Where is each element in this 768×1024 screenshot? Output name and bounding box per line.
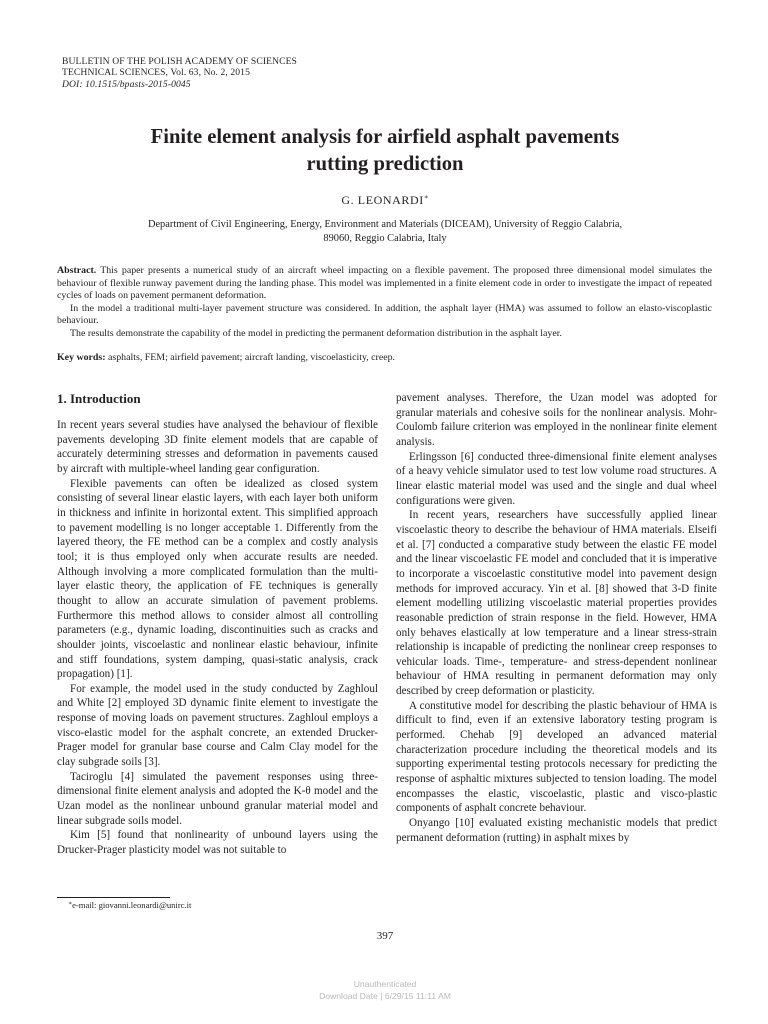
affiliation-line-2: 89060, Reggio Calabria, Italy	[323, 233, 447, 245]
abstract-paragraph-3: The results demonstrate the capability of the model in predicting the permanent deformation distribution in the asphalt layer.	[70, 327, 562, 339]
abstract-paragraph-1	[57, 265, 712, 303]
paragraph: For example, the model used in the study conducted by Zaghloul and White [2] employed 3D dynamic finite element to investigate the response of moving loads on pavement structures. Zaghloul employs a visco-elastic model for the asphalt concrete, an extended Drucker-Prager model for granular base course and Calm Clay model for the clay subgrade soils [3].	[57, 682, 378, 769]
section-heading-introduction: 1. Introduction	[57, 391, 141, 406]
paragraph: Flexible pavements can often be idealized as closed system consisting of several linear elastic layers, with each layer both uniform in thickness and infinite in horizontal extent. This simplified approach to pavement modelling is no longer acceptable 1. Differently from the layered theory, the FE method can be a complex and costly analysis tool; it is thus employed only when accurate results are needed. Although involving a more complicated formulation than the multi-layer elastic theory, the application of FE techniques is generally thought to allow an accurate simulation of pavement problems. Furthermore this method allows to consider almost all controlling parameters (e.g., dynamic loading, discontinuities such as cracks and shoulder joints, viscoelastic and nonlinear elastic behaviour, infinite and stiff foundations, system damping, quasi-static analysis, crack propagation) [1].	[57, 477, 378, 681]
journal-volume: TECHNICAL SCIENCES, Vol. 63, No. 2, 2015	[62, 67, 250, 79]
abstract-label: Abstract.	[57, 265, 97, 276]
footnote-mark: ∗	[68, 901, 73, 907]
paragraph: In recent years several studies have analysed the behaviour of flexible pavements developing 3D finite element models that are capable of accurately determining stresses and deformation in pavements caused by aircraft with multiple-wheel landing gear configuration.	[57, 419, 378, 475]
abstract-paragraph-2: In the model a traditional multi-layer pavement structure was considered. In addition, the asphalt layer (HMA) was assumed to follow an elasto-viscoplastic behaviour.	[57, 302, 712, 326]
journal-header	[62, 56, 297, 90]
paper-title	[60, 124, 710, 178]
download-date: Download Date | 6/29/15 11:11 AM	[319, 991, 451, 1001]
download-watermark	[60, 978, 710, 1002]
keywords-text: asphalts, FEM; airfield pavement; aircraft landing, viscoelasticity, creep.	[108, 352, 396, 363]
paragraph: pavement analyses. Therefore, the Uzan model was adopted for granular materials and cohesive soils for the nonlinear analysis. Mohr-Coulomb failure criterion was employed in the nonlinear finite element analysis.	[396, 392, 717, 448]
paragraph: Taciroglu [4] simulated the pavement responses using three-dimensional finite element analysis and adopted the K-θ model and the Uzan model as the nonlinear unbound granular material model and linear subgrade soils model.	[57, 770, 378, 827]
right-column	[396, 391, 717, 845]
footnote-divider	[57, 897, 170, 898]
left-column	[57, 391, 378, 858]
paper-title-line-2: rutting prediction	[306, 153, 464, 175]
page-number: 397	[376, 930, 394, 942]
affiliation	[90, 218, 680, 247]
footnote-email[interactable]: e-mail: giovanni.leonardi@unirc.it	[72, 900, 192, 910]
abstract	[57, 265, 712, 340]
keywords-label: Key words:	[57, 352, 106, 363]
download-status: Unauthenticated	[353, 979, 417, 989]
author-footnote-mark: ∗	[423, 193, 429, 201]
paragraph: Onyango [10] evaluated existing mechanistic models that predict permanent deformation (rutting) in asphalt mixes by	[396, 817, 717, 844]
doi-link[interactable]: DOI: 10.1515/bpasts-2015-0045	[62, 78, 191, 90]
paragraph: A constitutive model for describing the plastic behaviour of HMA is difficult to find, even if an extensive laboratory testing program is performed. Chehab [9] developed an advanced material characterization procedure including the theoretical models and its supporting experimental testing protocols necessary for predicting the response of asphaltic mixtures subjected to tension loading. The model encompasses the elastic, viscoelastic, plastic and visco-plastic components of asphalt concrete behaviour.	[396, 699, 717, 815]
journal-name: BULLETIN OF THE POLISH ACADEMY OF SCIENCES	[62, 56, 297, 67]
paper-title-line-1: Finite element analysis for airfield asphalt pavements	[150, 126, 620, 148]
affiliation-line-1: Department of Civil Engineering, Energy, Environment and Materials (DICEAM), University of Reggio Calabria,	[147, 219, 623, 230]
paragraph: Kim [5] found that nonlinearity of unbound layers using the Drucker-Prager plasticity model was not suitable to	[57, 829, 378, 857]
keywords	[57, 352, 712, 365]
paragraph: Erlingsson [6] conducted three-dimensional finite element analyses of a heavy vehicle simulator used to test low volume road structures. A linear elastic material model was used and the single and dual wheel configurations were given.	[396, 450, 717, 507]
abstract-text-1: This paper presents a numerical study of an aircraft wheel impacting on a flexible pavement. The proposed three dimensional model simulates the behaviour of flexible runway pavement during the landing phase. This model was implemented in a finite element code in order to investigate the impact of repeated cycles of loads on pavement permanent deformation.	[57, 265, 712, 301]
footnote	[68, 899, 191, 910]
paragraph: In recent years, researchers have successfully applied linear viscoelastic theory to describe the behaviour of HMA materials. Elseifi et al. [7] conducted a comparative study between the elastic FE model and the linear viscoelastic FE model and concluded that it is imperative to incorporate a viscoelastic constitutive model into pavement design methods for improved accuracy. Yin et al. [8] showed that 3-D finite element modelling utilizing viscoelastic material properties provides reasonable prediction of strain response in the field. However, HMA only behaves elastically at low temperature and a linear stress-strain relationship is incapable of predicting the nonlinear creep responses to vehicular loads. Time-, temperature- and stress-dependent nonlinear behaviour of HMA resulting in permanent deformation may only described by creep deformation or plasticity.	[396, 509, 717, 698]
author-name: G. LEONARDI	[341, 193, 424, 207]
author	[60, 193, 710, 208]
